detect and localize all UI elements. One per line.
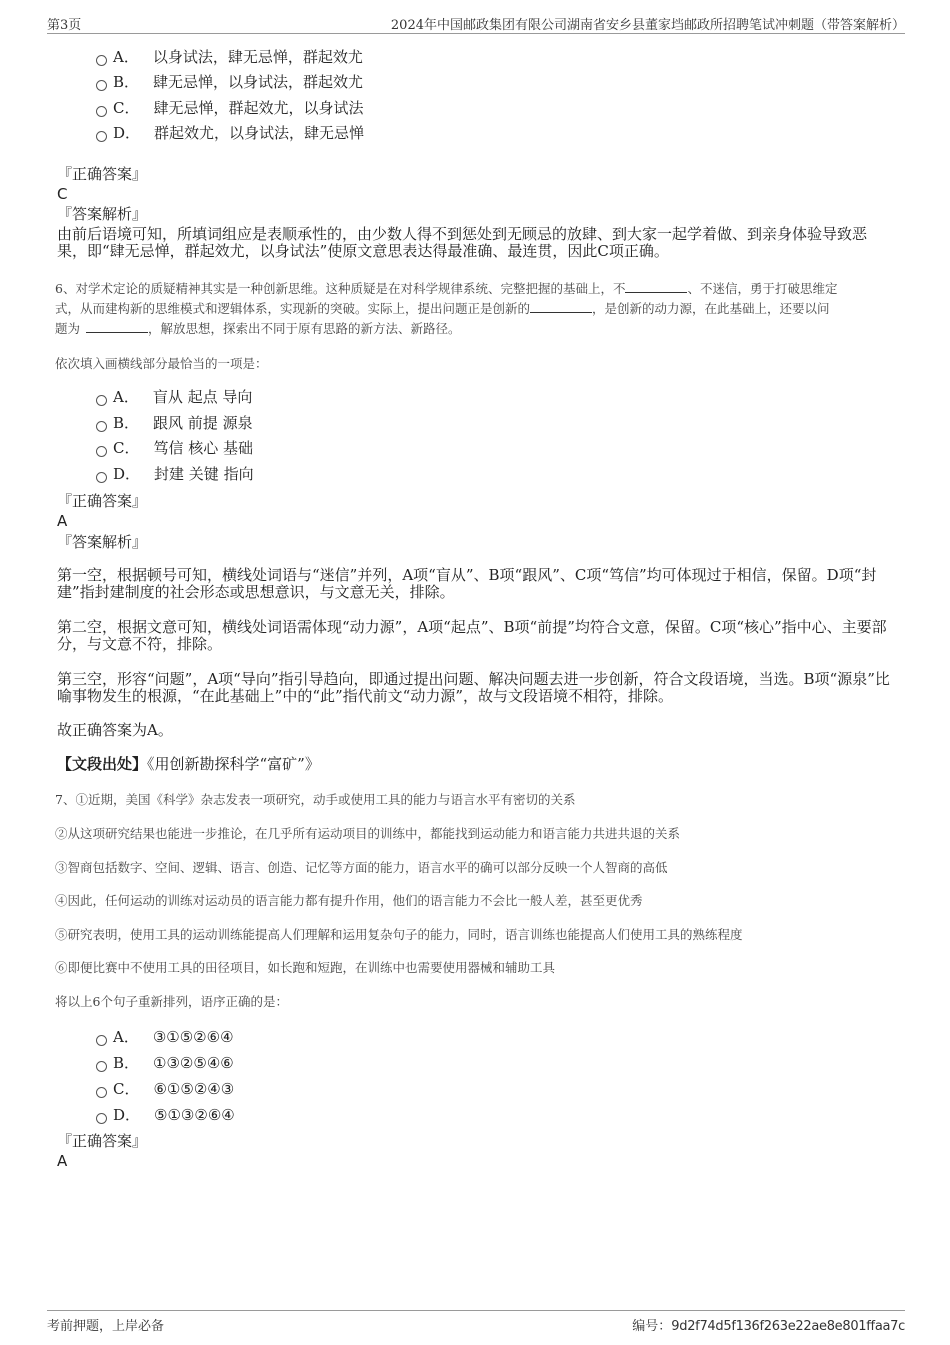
footer-divider — [47, 1310, 905, 1311]
q7-option-b[interactable]: B． ①③②⑤④⑥ — [96, 1053, 234, 1073]
radio-icon[interactable] — [96, 1113, 107, 1124]
fill-blank-2[interactable] — [530, 300, 592, 313]
radio-icon[interactable] — [96, 55, 107, 66]
q7-sentence-1: 7、①近期，美国《科学》杂志发表一项研究，动手或使用工具的能力与语言水平有密切的关系 — [55, 792, 576, 807]
q7-option-d[interactable]: D． ⑤①③②⑥④ — [96, 1105, 235, 1125]
radio-icon[interactable] — [96, 1061, 107, 1072]
radio-icon[interactable] — [96, 131, 107, 142]
q5-option-c[interactable]: C． 肆无忌惮，群起效尤，以身试法 — [96, 98, 364, 118]
q7-sentence-6: ⑥即便比赛中不使用工具的田径项目，如长跑和短跑，在训练中也需要使用器械和辅助工具 — [55, 960, 556, 975]
q6-stem-line-3: 题为 ，解放思想，探索出不同于原有思路的新方法、新路径。 — [55, 321, 461, 336]
radio-icon[interactable] — [96, 1035, 107, 1046]
q6-answer: A — [57, 512, 68, 530]
q6-stem-line-1: 6、对学术定论的质疑精神其实是一种创新思维。这种质疑是在对科学规律系统、完整把握的基础上，不 、不迷信，勇于打破思维定 — [55, 281, 838, 296]
q6-source — [57, 756, 320, 773]
q6-analysis-p1-line-1: 第一空，根据顿号可知，横线处词语与“迷信”并列，A项“盲从”、B项“跟风”、C项“笃信”均可体现过于相信，保留。D项“封 — [57, 566, 877, 584]
q7-sentence-5: ⑤研究表明，使用工具的运动训练能提高人们理解和运用复杂句子的能力，同时，语言训练也能提高人们使用工具的熟练程度 — [55, 927, 743, 942]
source-text: 《用创新勘探科学“富矿”》 — [147, 755, 320, 773]
radio-icon[interactable] — [96, 472, 107, 483]
document-title: 2024年中国邮政集团有限公司湖南省安乡县董家垱邮政所招聘笔试冲刺题（带答案解析） — [390, 18, 905, 33]
q6-analysis-p1-line-2: 建”指封建制度的社会形态或思想意识，与文意无关，排除。 — [57, 583, 455, 601]
q5-option-a[interactable]: A． 以身试法，肆无忌惮，群起效尤 — [96, 47, 363, 67]
q5-answer-label: 『正确答案』 — [57, 165, 148, 183]
q7-sentence-2: ②从这项研究结果也能进一步推论，在几乎所有运动项目的训练中，都能找到运动能力和语言能力共进共退的关系 — [55, 826, 681, 841]
q7-answer: A — [57, 1152, 68, 1170]
q7-option-c[interactable]: C． ⑥①⑤②④③ — [96, 1079, 234, 1099]
q6-analysis-p2-line-2: 分，与文意不符，排除。 — [57, 635, 223, 653]
q6-stem-line-2: 式，从而建构新的思维模式和逻辑体系，实现新的突破。实际上，提出问题正是创新的 ，是创新的动力源，在此基础上，还要以问 — [55, 301, 830, 316]
header-divider — [47, 33, 905, 34]
q6-analysis-p2-line-1: 第二空，根据文意可知，横线处词语需体现“动力源”，A项“起点”、B项“前提”均符合文意，保留。C项“核心”指中心、主要部 — [57, 618, 887, 636]
q7-prompt: 将以上6个句子重新排列，语序正确的是： — [55, 994, 288, 1009]
q7-option-a[interactable]: A． ③①⑤②⑥④ — [96, 1027, 234, 1047]
radio-icon[interactable] — [96, 106, 107, 117]
q6-option-c[interactable]: C． 笃信 核心 基础 — [96, 438, 253, 458]
page-number: 第3页 — [47, 18, 82, 33]
q6-answer-label: 『正确答案』 — [57, 492, 148, 510]
q5-answer: C — [57, 185, 68, 203]
q6-analysis-p3-line-1: 第三空，形容“问题”，A项“导向”指引导趋向，即通过提出问题、解决问题去进一步创新，符合文段语境，当选。B项“源泉”比 — [57, 670, 890, 688]
q6-option-d[interactable]: D． 封建 关键 指向 — [96, 464, 254, 484]
q7-sentence-4: ④因此，任何运动的训练对运动员的语言能力都有提升作用，他们的语言能力不会比一般人差，甚至更优秀 — [55, 893, 643, 908]
q5-option-b[interactable]: B． 肆无忌惮，以身试法，群起效尤 — [96, 72, 363, 92]
q5-analysis-line-2: 果，即“肆无忌惮，群起效尤，以身试法”使原文意思表达得最准确、最连贯，因此C项正确。 — [57, 242, 669, 260]
q7-answer-label: 『正确答案』 — [57, 1132, 148, 1150]
q6-conclusion: 故正确答案为A。 — [57, 721, 173, 739]
q6-option-b[interactable]: B． 跟风 前提 源泉 — [96, 413, 253, 433]
fill-blank-1[interactable] — [625, 280, 687, 293]
radio-icon[interactable] — [96, 446, 107, 457]
q6-option-a[interactable]: A． 盲从 起点 导向 — [96, 387, 252, 407]
radio-icon[interactable] — [96, 1087, 107, 1098]
radio-icon[interactable] — [96, 80, 107, 91]
footer-slogan: 考前押题，上岸必备 — [47, 1319, 165, 1334]
q7-sentence-3: ③智商包括数字、空间、逻辑、语言、创造、记忆等方面的能力，语言水平的确可以部分反映一个人智商的高低 — [55, 860, 668, 875]
q6-analysis-label: 『答案解析』 — [57, 533, 148, 551]
q6-analysis-p3-line-2: 喻事物发生的根源，“在此基础上”中的“此”指代前文“动力源”，故与文段语境不相符，排除。 — [57, 687, 674, 705]
fill-blank-3[interactable] — [86, 320, 148, 333]
q5-analysis-label: 『答案解析』 — [57, 205, 148, 223]
radio-icon[interactable] — [96, 421, 107, 432]
footer-code: 编号：9d2f74d5f136f263e22ae8e801ffaa7c — [632, 1319, 905, 1334]
q5-option-d[interactable]: D． 群起效尤，以身试法，肆无忌惮 — [96, 123, 364, 143]
q5-analysis-line-1: 由前后语境可知，所填词组应是表顺承性的，由少数人得不到惩处到无顾忌的放肆、到大家一起学着做、到亲身体验导致恶 — [57, 225, 868, 243]
q6-prompt: 依次填入画横线部分最恰当的一项是： — [55, 356, 268, 371]
radio-icon[interactable] — [96, 395, 107, 406]
source-label: 【文段出处】 — [57, 755, 148, 773]
